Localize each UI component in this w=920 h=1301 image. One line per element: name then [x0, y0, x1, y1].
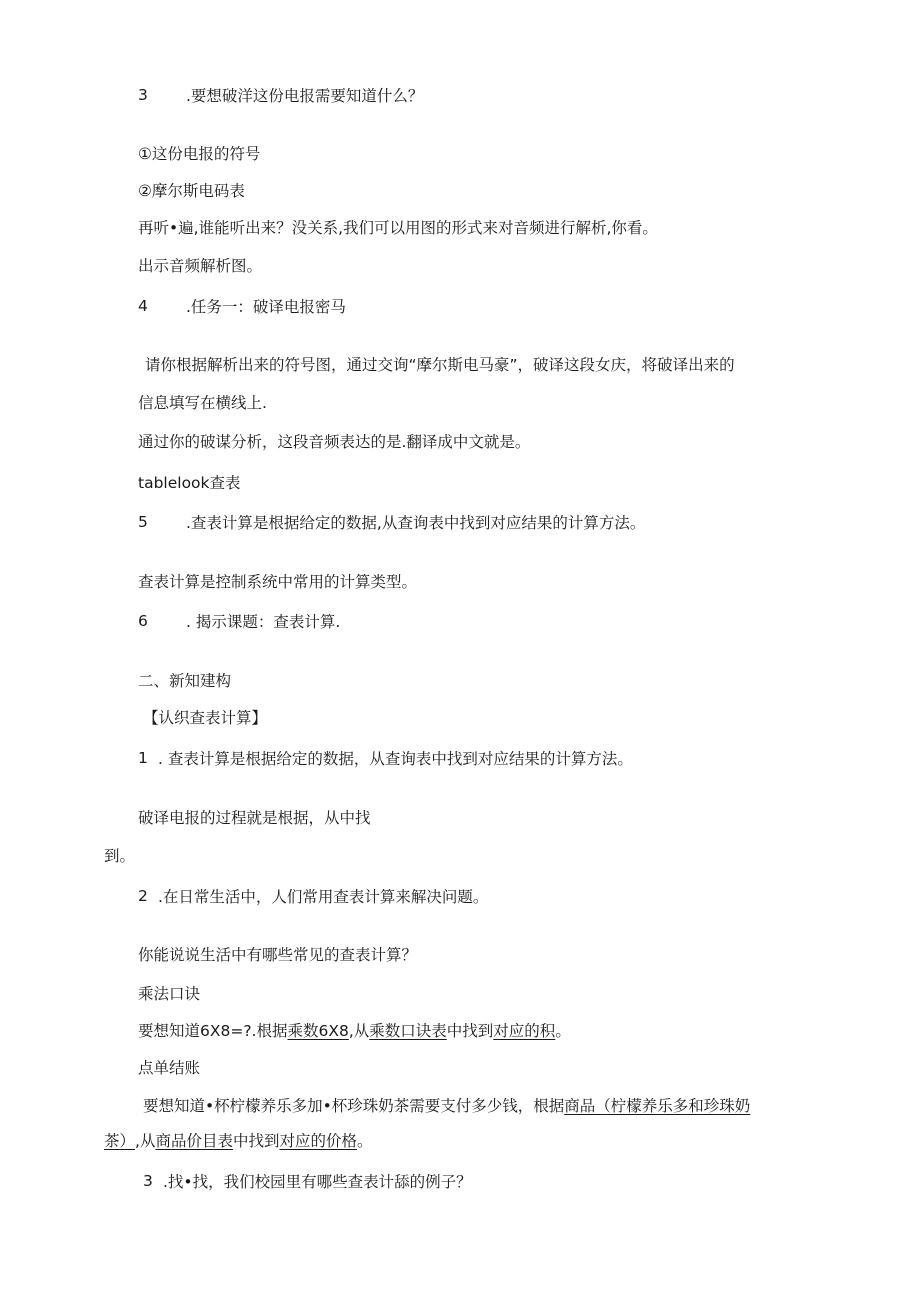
topic-reveal: . 揭示课题：查表计算. — [186, 613, 341, 631]
underlined-term: 茶） — [104, 1132, 136, 1150]
example-order-line1: 要想知道•杯柠檬养乐多加•杯珍珠奶茶需要支付多少钱，根据商品（柠檬养乐多和珍珠奶 — [143, 1097, 751, 1115]
underlined-term: 乘数6X8 — [287, 1022, 349, 1040]
underlined-term: 商品价目表 — [155, 1132, 233, 1150]
decode-process-line2: 到。 — [104, 847, 136, 865]
example-mult-text: 要想知道6X8=?.根据乘数6X8,从乘数口诀表中找到对应的积。 — [138, 1022, 571, 1040]
table-look-term: tablelook查表 — [138, 474, 241, 492]
example-title-mult: 乘法口诀 — [138, 985, 201, 1003]
definition-1: . 查表计算是根据给定的数据，从查询表中找到对应结果的计算方法。 — [158, 750, 633, 768]
underlined-term: 商品（柠檬养乐多和珍珠奶 — [564, 1097, 751, 1115]
paragraph-decode-line2: 信息填写在横线上. — [138, 394, 267, 412]
item-number: 2 — [138, 887, 148, 905]
example-order-line2: 茶）,从商品价目表中找到对应的价格。 — [104, 1132, 373, 1150]
paragraph-control: 查表计算是控制系统中常用的计算类型。 — [138, 573, 418, 591]
campus-question: .找•找，我们校园里有哪些查表计舔的例子？ — [163, 1173, 472, 1191]
definition-5: .查表计算是根据给定的数据,从查询表中找到对应结果的计算方法。 — [186, 514, 646, 532]
bracket-title: 【认织查表计算】 — [143, 709, 268, 727]
example-title-order: 点单结账 — [138, 1059, 201, 1077]
item-number: 3 — [138, 86, 148, 104]
paragraph-decode-line1: 请你根据解析出来的符号图，通过交询“摩尔斯电马豪”，破译这段女庆，将破译出来的 — [145, 356, 735, 374]
decode-process-line1: 破译电报的过程就是根据，从中找 — [138, 809, 371, 827]
paragraph-analysis: 通过你的破谋分析，这段音频表达的是.翻译成中文就是。 — [138, 433, 531, 451]
underlined-term: 对应的价格 — [279, 1132, 357, 1150]
task-one-heading: .任务一：破译电报密马 — [186, 298, 346, 316]
list-item-2: ②摩尔斯电码表 — [138, 182, 245, 200]
section-heading: 二、新知建构 — [138, 672, 232, 690]
item-number: 1 — [138, 749, 148, 767]
question-daily: 你能说说生活中有哪些常见的查表计算？ — [138, 946, 418, 964]
question-3: .要想破洋这份电报需要知道什么？ — [186, 87, 424, 105]
item-number: 4 — [138, 297, 148, 315]
item-number: 3 — [143, 1172, 153, 1190]
item-number: 6 — [138, 612, 148, 630]
item-number: 5 — [138, 513, 148, 531]
paragraph-listen: 再听•遍,谁能听出来？没关系,我们可以用图的形式来对音频进行解析,你看。 — [138, 219, 658, 237]
list-item-1: ①这份电报的符号 — [138, 145, 261, 163]
underlined-term: 乘数口诀表 — [369, 1022, 447, 1040]
daily-life-point: .在日常生活中，人们常用查表计算来解决问题。 — [158, 888, 489, 906]
paragraph-show: 出示音频解析图。 — [138, 257, 263, 275]
underlined-term: 对应的积 — [493, 1022, 556, 1040]
